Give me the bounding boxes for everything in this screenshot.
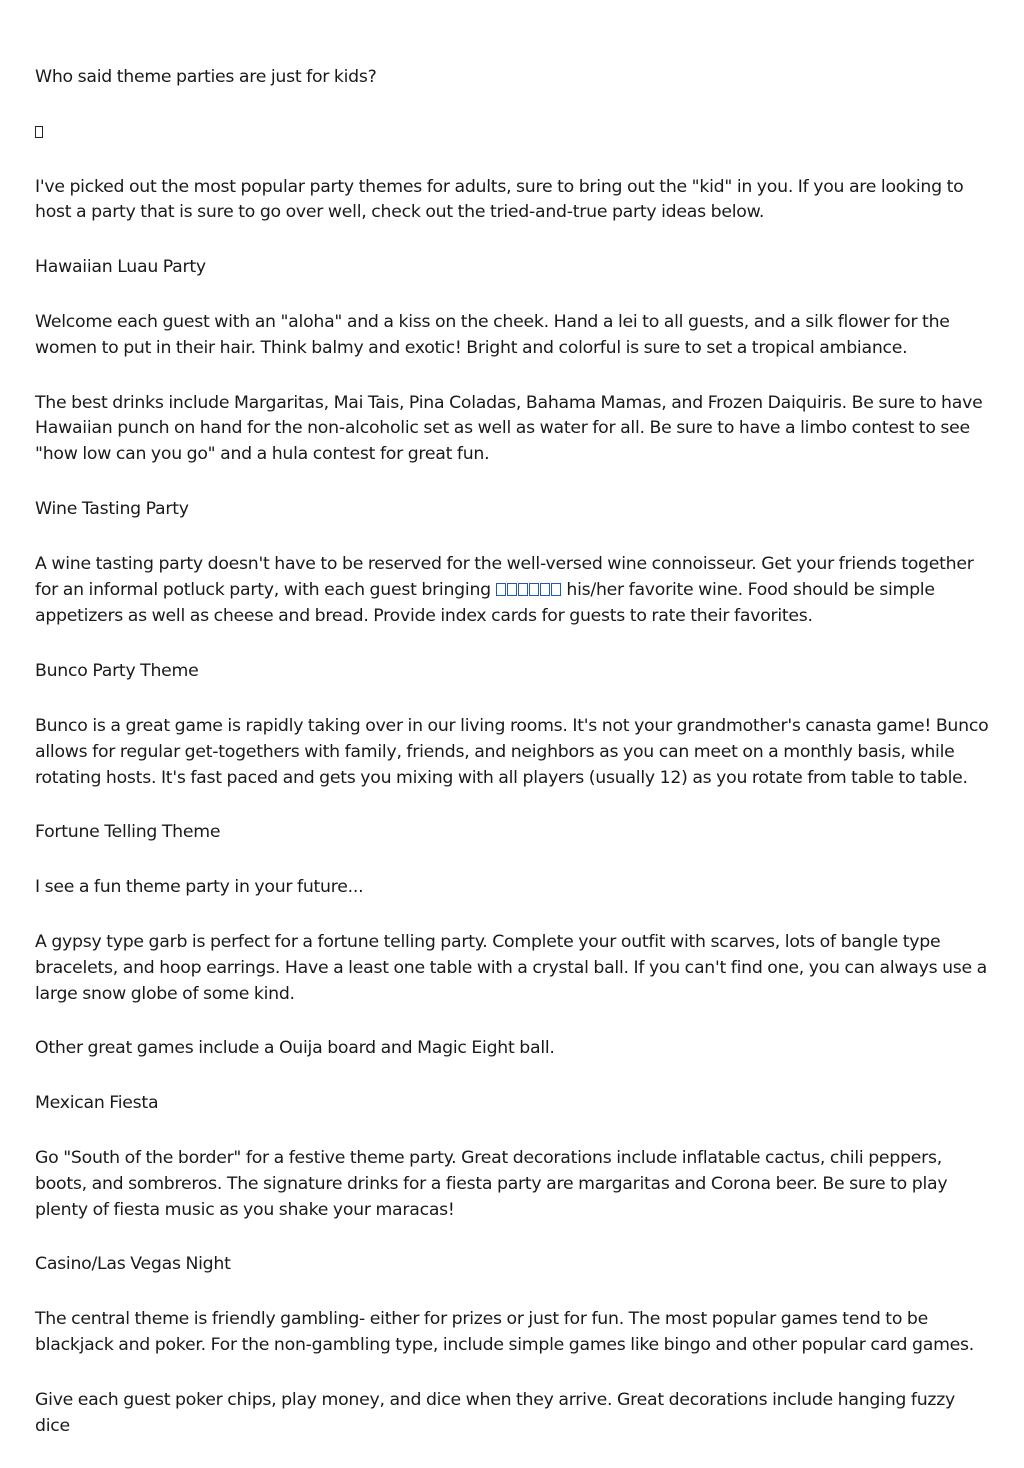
paragraph: Bunco is a great game is rapidly taking over in our living rooms. It's not your grandmother's canasta game! Bunco allows for regular get-togethers with family, friends, and neighbors as you can meet on a monthly basis, while rotating hosts. It's fast paced and gets you mixing with all players (usually 12) as you rotate from table to table.	[35, 715, 989, 788]
missing-glyph-icon	[551, 583, 561, 596]
paragraph: Give each guest poker chips, play money, and dice when they arrive. Great decorations include hanging fuzzy dice	[35, 1389, 956, 1436]
inline-link[interactable]	[496, 580, 562, 600]
missing-glyph-icon	[518, 583, 528, 596]
paragraph: Hawaiian Luau Party	[35, 257, 206, 278]
document-body	[35, 65, 990, 1468]
paragraph: A gypsy type garb is perfect for a fortune telling party. Complete your outfit with scarves, lots of bangle type bracelets, and hoop earrings. Have a least one table with a crystal ball. If you can't find one, you can always use a large snow globe of some kind.	[35, 931, 987, 1004]
paragraph: Wine Tasting Party	[35, 498, 189, 519]
paragraph: Other great games include a Ouija board and Magic Eight ball.	[35, 1038, 555, 1059]
missing-glyph	[35, 120, 990, 146]
paragraph: I've picked out the most popular party themes for adults, sure to bring out the "kid" in you. If you are looking to host a party that is sure to go over well, check out the tried-and-true party ideas below.	[35, 176, 964, 223]
paragraph-text-after-link: his/her favorite wine. Food should be simple appetizers as well as cheese and bread. Provide index cards for guests to rate their favorites.	[35, 579, 935, 627]
paragraph: The central theme is friendly gambling- either for prizes or just for fun. The most popular games tend to be blackjack and poker. For the non-gambling type, include simple games like bingo and other popular card games.	[35, 1309, 975, 1355]
paragraph: I see a fun theme party in your future...	[35, 877, 364, 898]
paragraph: Casino/Las Vegas Night	[35, 1254, 231, 1275]
link-glyph-icons	[496, 579, 562, 605]
paragraph: Welcome each guest with an "aloha" and a kiss on the cheek. Hand a lei to all guests, and a silk flower for the women to put in their hair. Think balmy and exotic! Bright and colorful is sure to set a tropical ambiance.	[35, 311, 950, 358]
paragraph: Mexican Fiesta	[35, 1093, 159, 1114]
paragraph: Bunco Party Theme	[35, 661, 199, 682]
paragraph-with-link	[35, 552, 990, 630]
paragraph: Fortune Telling Theme	[35, 822, 221, 843]
missing-glyph-icon	[496, 583, 506, 596]
missing-glyph-icon	[507, 583, 517, 596]
paragraph: The best drinks include Margaritas, Mai Tais, Pina Coladas, Bahama Mamas, and Frozen Daiquiris. Be sure to have Hawaiian punch on hand for the non-alcoholic set as well as water for all. Be sure to have a limbo contest to see "how low can you go" and a hula contest for great fun.	[35, 392, 983, 465]
missing-glyph-icon	[529, 583, 539, 596]
paragraph-text-before-link: A wine tasting party doesn't have to be reserved for the well-versed wine connoisseur. Get your friends together for an informal potluck party, with each guest bringing	[35, 553, 974, 600]
paragraph: Who said theme parties are just for kids?	[35, 67, 377, 87]
missing-glyph-icon	[540, 583, 550, 596]
missing-glyph-icon	[35, 126, 43, 138]
paragraph: Go "South of the border" for a festive theme party. Great decorations include inflatable cactus, chili peppers, boots, and sombreros. The signature drinks for a fiesta party are margaritas and Corona beer. Be sure to play plenty of fiesta music as you shake your maracas!	[35, 1147, 948, 1220]
